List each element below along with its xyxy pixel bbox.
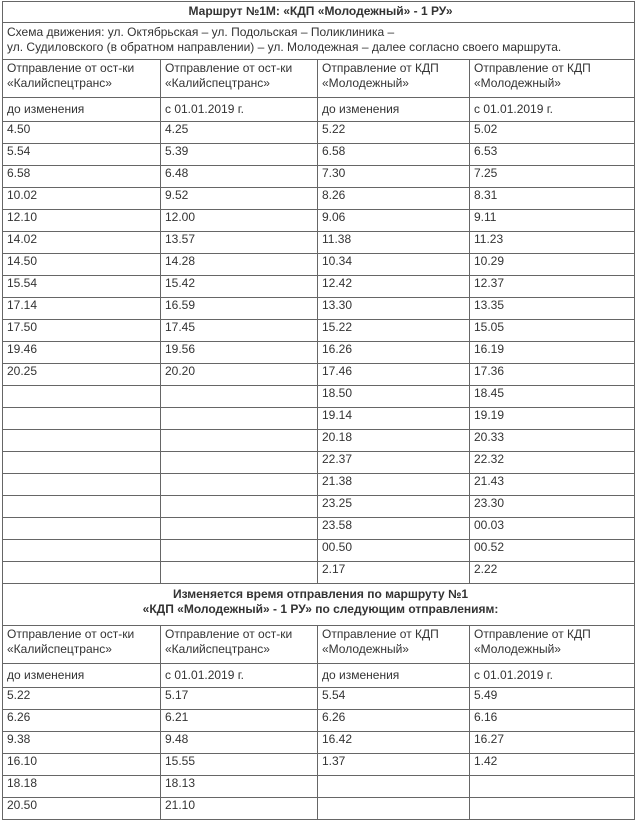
time-cell: 11.23 bbox=[470, 232, 635, 254]
time-cell: 12.37 bbox=[470, 276, 635, 298]
period-label: с 01.01.2019 г. bbox=[161, 664, 318, 688]
table-row bbox=[3, 430, 635, 452]
time-cell bbox=[3, 474, 161, 496]
time-cell bbox=[3, 452, 161, 474]
period-label: до изменения bbox=[318, 98, 470, 122]
time-cell: 5.54 bbox=[318, 688, 470, 710]
time-cell: 20.33 bbox=[470, 430, 635, 452]
subheader-row bbox=[3, 98, 635, 122]
time-cell: 16.19 bbox=[470, 342, 635, 364]
time-cell: 6.53 bbox=[470, 144, 635, 166]
time-cell bbox=[3, 408, 161, 430]
time-cell: 00.03 bbox=[470, 518, 635, 540]
section-title-line: «КДП «Молодежный» - 1 РУ» по следующим отправлениям: bbox=[142, 602, 499, 616]
time-cell: 23.58 bbox=[318, 518, 470, 540]
table-row bbox=[3, 452, 635, 474]
time-cell: 15.54 bbox=[3, 276, 161, 298]
time-cell: 8.31 bbox=[470, 188, 635, 210]
table-row bbox=[3, 518, 635, 540]
section-title bbox=[3, 584, 635, 626]
time-cell: 9.11 bbox=[470, 210, 635, 232]
time-cell: 13.35 bbox=[470, 298, 635, 320]
table-row bbox=[3, 540, 635, 562]
time-cell: 19.56 bbox=[161, 342, 318, 364]
table-row bbox=[3, 776, 635, 798]
time-cell: 9.52 bbox=[161, 188, 318, 210]
table-row bbox=[3, 210, 635, 232]
schedule-table bbox=[2, 1, 635, 820]
time-cell: 9.06 bbox=[318, 210, 470, 232]
time-cell bbox=[3, 540, 161, 562]
scheme-line: ул. Судиловского (в обратном направлении) – ул. Молодежная – далее согласно своего маршрута. bbox=[7, 40, 562, 54]
time-cell: 20.18 bbox=[318, 430, 470, 452]
time-cell: 18.13 bbox=[161, 776, 318, 798]
column-header: Отправление от КДП «Молодежный» bbox=[318, 626, 470, 664]
time-cell: 17.50 bbox=[3, 320, 161, 342]
time-cell: 18.50 bbox=[318, 386, 470, 408]
time-cell: 10.02 bbox=[3, 188, 161, 210]
time-cell: 7.30 bbox=[318, 166, 470, 188]
table-row bbox=[3, 732, 635, 754]
table-row bbox=[3, 496, 635, 518]
column-header: Отправление от ост-ки «Калийспецтранс» bbox=[3, 626, 161, 664]
time-cell bbox=[161, 408, 318, 430]
time-cell: 19.14 bbox=[318, 408, 470, 430]
column-header: Отправление от КДП «Молодежный» bbox=[318, 60, 470, 98]
time-cell: 1.37 bbox=[318, 754, 470, 776]
time-cell bbox=[470, 776, 635, 798]
period-label: до изменения bbox=[3, 664, 161, 688]
column-header: Отправление от КДП «Молодежный» bbox=[470, 60, 635, 98]
section-title-line: Изменяется время отправления по маршруту №1 bbox=[172, 587, 469, 601]
time-cell: 5.54 bbox=[3, 144, 161, 166]
time-cell: 21.10 bbox=[161, 798, 318, 820]
table-row bbox=[3, 798, 635, 820]
time-cell: 15.55 bbox=[161, 754, 318, 776]
period-label: до изменения bbox=[318, 664, 470, 688]
time-cell bbox=[3, 496, 161, 518]
column-header: Отправление от ост-ки «Калийспецтранс» bbox=[161, 60, 318, 98]
section-title-row bbox=[3, 584, 635, 626]
time-cell: 6.26 bbox=[318, 710, 470, 732]
time-cell bbox=[161, 386, 318, 408]
time-cell: 5.22 bbox=[3, 688, 161, 710]
time-cell: 18.18 bbox=[3, 776, 161, 798]
time-cell bbox=[161, 452, 318, 474]
time-cell: 12.00 bbox=[161, 210, 318, 232]
time-cell: 5.22 bbox=[318, 122, 470, 144]
time-cell: 23.30 bbox=[470, 496, 635, 518]
time-cell: 6.58 bbox=[3, 166, 161, 188]
time-cell: 17.14 bbox=[3, 298, 161, 320]
time-cell bbox=[3, 386, 161, 408]
time-cell: 12.42 bbox=[318, 276, 470, 298]
time-cell: 6.16 bbox=[470, 710, 635, 732]
time-cell bbox=[318, 798, 470, 820]
time-cell: 14.28 bbox=[161, 254, 318, 276]
time-cell: 8.26 bbox=[318, 188, 470, 210]
time-cell: 15.05 bbox=[470, 320, 635, 342]
time-cell: 5.39 bbox=[161, 144, 318, 166]
time-cell: 5.17 bbox=[161, 688, 318, 710]
table-row bbox=[3, 188, 635, 210]
time-cell: 5.49 bbox=[470, 688, 635, 710]
period-label: с 01.01.2019 г. bbox=[470, 98, 635, 122]
time-cell: 16.59 bbox=[161, 298, 318, 320]
column-header: Отправление от ост-ки «Калийспецтранс» bbox=[161, 626, 318, 664]
scheme-row bbox=[3, 23, 635, 60]
time-cell: 16.27 bbox=[470, 732, 635, 754]
time-cell: 10.34 bbox=[318, 254, 470, 276]
time-cell: 9.38 bbox=[3, 732, 161, 754]
time-cell bbox=[318, 776, 470, 798]
time-cell: 2.22 bbox=[470, 562, 635, 584]
time-cell bbox=[470, 798, 635, 820]
time-cell: 21.43 bbox=[470, 474, 635, 496]
table-row bbox=[3, 386, 635, 408]
table-row bbox=[3, 474, 635, 496]
time-cell: 13.30 bbox=[318, 298, 470, 320]
time-cell: 22.32 bbox=[470, 452, 635, 474]
scheme-line: Схема движения: ул. Октябрьская – ул. Подольская – Поликлиника – bbox=[7, 25, 395, 39]
time-cell: 4.50 bbox=[3, 122, 161, 144]
time-cell: 16.42 bbox=[318, 732, 470, 754]
time-cell: 1.42 bbox=[470, 754, 635, 776]
header-row bbox=[3, 60, 635, 98]
time-cell: 19.46 bbox=[3, 342, 161, 364]
time-cell: 6.26 bbox=[3, 710, 161, 732]
table-row bbox=[3, 122, 635, 144]
time-cell: 14.02 bbox=[3, 232, 161, 254]
header-row bbox=[3, 626, 635, 664]
time-cell: 22.37 bbox=[318, 452, 470, 474]
subheader-row bbox=[3, 664, 635, 688]
time-cell: 9.48 bbox=[161, 732, 318, 754]
time-cell: 10.29 bbox=[470, 254, 635, 276]
time-cell: 17.36 bbox=[470, 364, 635, 386]
time-cell: 23.25 bbox=[318, 496, 470, 518]
table-row bbox=[3, 364, 635, 386]
time-cell: 4.25 bbox=[161, 122, 318, 144]
time-cell: 16.10 bbox=[3, 754, 161, 776]
table-row bbox=[3, 710, 635, 732]
time-cell: 13.57 bbox=[161, 232, 318, 254]
time-cell: 00.50 bbox=[318, 540, 470, 562]
time-cell bbox=[161, 540, 318, 562]
time-cell: 19.19 bbox=[470, 408, 635, 430]
time-cell: 6.21 bbox=[161, 710, 318, 732]
time-cell bbox=[161, 430, 318, 452]
time-cell: 20.50 bbox=[3, 798, 161, 820]
table-row bbox=[3, 276, 635, 298]
table-row bbox=[3, 342, 635, 364]
time-cell bbox=[161, 474, 318, 496]
table-row bbox=[3, 232, 635, 254]
column-header: Отправление от КДП «Молодежный» bbox=[470, 626, 635, 664]
time-cell: 2.17 bbox=[318, 562, 470, 584]
time-cell: 6.48 bbox=[161, 166, 318, 188]
table-row bbox=[3, 688, 635, 710]
time-cell: 00.52 bbox=[470, 540, 635, 562]
time-cell: 7.25 bbox=[470, 166, 635, 188]
time-cell: 16.26 bbox=[318, 342, 470, 364]
table-row bbox=[3, 754, 635, 776]
time-cell: 11.38 bbox=[318, 232, 470, 254]
table-row bbox=[3, 408, 635, 430]
time-cell: 18.45 bbox=[470, 386, 635, 408]
time-cell bbox=[3, 430, 161, 452]
table-row bbox=[3, 166, 635, 188]
time-cell: 17.46 bbox=[318, 364, 470, 386]
time-cell bbox=[161, 496, 318, 518]
title-row bbox=[3, 2, 635, 23]
period-label: с 01.01.2019 г. bbox=[161, 98, 318, 122]
time-cell bbox=[3, 518, 161, 540]
table-row bbox=[3, 320, 635, 342]
time-cell bbox=[3, 562, 161, 584]
time-cell: 21.38 bbox=[318, 474, 470, 496]
time-cell: 14.50 bbox=[3, 254, 161, 276]
table-row bbox=[3, 298, 635, 320]
time-cell: 15.42 bbox=[161, 276, 318, 298]
time-cell: 20.20 bbox=[161, 364, 318, 386]
time-cell bbox=[161, 518, 318, 540]
route-title: Маршрут №1М: «КДП «Молодежный» - 1 РУ» bbox=[3, 2, 635, 23]
column-header: Отправление от ост-ки «Калийспецтранс» bbox=[3, 60, 161, 98]
route-scheme bbox=[3, 23, 635, 60]
period-label: до изменения bbox=[3, 98, 161, 122]
table-row bbox=[3, 254, 635, 276]
time-cell: 17.45 bbox=[161, 320, 318, 342]
table-row bbox=[3, 562, 635, 584]
table-row bbox=[3, 144, 635, 166]
period-label: с 01.01.2019 г. bbox=[470, 664, 635, 688]
time-cell bbox=[161, 562, 318, 584]
time-cell: 5.02 bbox=[470, 122, 635, 144]
time-cell: 12.10 bbox=[3, 210, 161, 232]
time-cell: 15.22 bbox=[318, 320, 470, 342]
time-cell: 6.58 bbox=[318, 144, 470, 166]
time-cell: 20.25 bbox=[3, 364, 161, 386]
